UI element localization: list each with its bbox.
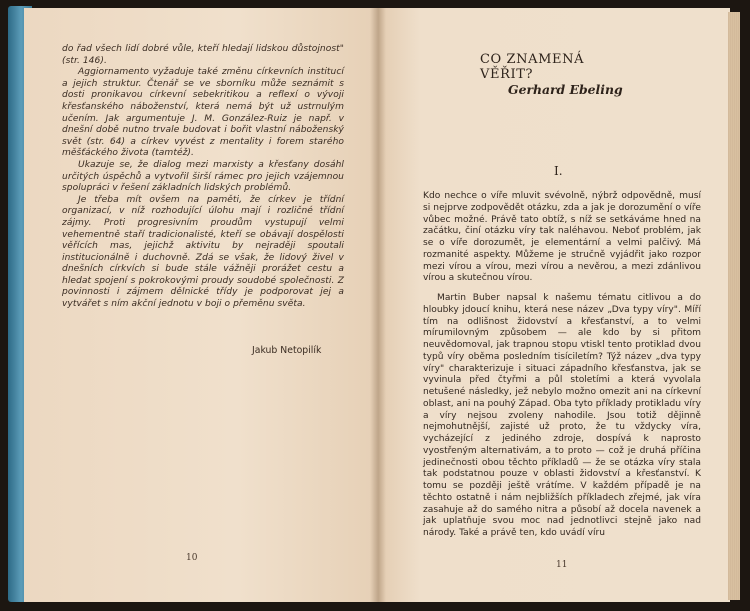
left-paragraph: do řad všech lidí dobré vůle, kteří hledají lidskou důstojnost" (str. 146). bbox=[62, 44, 344, 66]
author-signature: Jakub Netopilík bbox=[252, 345, 322, 356]
book-gutter bbox=[370, 8, 386, 602]
page-edges bbox=[728, 12, 740, 600]
page-number-left: 10 bbox=[186, 553, 198, 563]
chapter-author: Gerhard Ebeling bbox=[508, 82, 623, 97]
left-page-text bbox=[62, 44, 344, 311]
left-paragraph: Ukazuje se, že dialog mezi marxisty a křesťany dosáhl určitých úspěchů a vytvořil širší rámec pro jejich vzájemnou spolupráci v řešení základních lidských problémů. bbox=[62, 159, 344, 194]
right-paragraph: Kdo nechce o víře mluvit svévolně, nýbrž odpovědně, musí si nejprve zodpovědět otázku, zda a jak je dorozumění o víře vůbec možné. Právě tato obtíž, s níž se setkáváme hned na začátku, činí otázku víry tak naléhavou. Neboť problém, jak se o víře dorozumět, je elementární a velmi palčivý. Má rozmanité aspekty. Můžeme je stručně vyjádřit jako rozpor mezi vírou a vírou, mezi vírou a nevěrou, a mezi zdánlivou vírou a skutečnou vírou. bbox=[423, 191, 701, 284]
right-paragraph: Martin Buber napsal k našemu tématu citlivou a do hloubky jdoucí knihu, která nese název „Dva typy víry". Míří tím na odlišnost židovství a křesťanství, a to velmi mírumilovným způsobem — ale kdo by si přitom neuvědomoval, jak trapnou stopu vtiskl tento protiklad dvou typů víry oběma posledním tisíciletím? Týž název „dva typy víry" charakterizuje i situaci západního křesťanstva, jak se vyvinula před čtyřmi a půl stoletími a která vyvolala netušené následky, jež nebylo možno omezit ani na církevní oblast, ani na pouhý Západ. Oba tyto příklady protikladu víry a víry nejsou zvoleny nahodile. Jsou totiž dějinně nejmohutnější, zajisté už proto, že tu vždycky víra, vycházející z jediného zdroje, dospívá k naprosto vyostřeným alternativám, a to proto — což je druhá příčina jedinečnosti obou těchto příkladů — že se otázka víry stala tak podstatnou pouze v oblasti židovství a křesťanství. K tomu se později ještě vrátíme. V každém případě je na těchto ostatně i nám nejbližších příkladech zřejmé, jak víra zasahuje až do samého nitra a působí až docela navenek a jak uplatňuje svou moc nad jednotlivci stejně jako nad národy. Také a právě ten, kdo uvádí víru bbox=[423, 293, 701, 538]
section-number: I. bbox=[554, 164, 563, 178]
chapter-title: CO ZNAMENÁ VĚŘIT? bbox=[480, 52, 585, 82]
page-number-right: 11 bbox=[556, 560, 568, 570]
left-paragraph: Aggiornamento vyžaduje také změnu církevních institucí a jejich struktur. Čtenář se ve sborníku může seznámit s dosti pronikavou církevní sebekritikou a reflexí o vývoji křesťanského náboženství, která nemá být už ustrnulým učením. Jak argumentuje J. M. González-Ruiz je např. v dnešní době nutno trvale budovat i bořit vlastní náboženský svět (str. 64) a církev vyvést z mentality i forem starého měšťáckého života (tamtéž). bbox=[62, 67, 344, 159]
right-page-text bbox=[423, 191, 701, 548]
left-paragraph: Je třeba mít ovšem na paměti, že církev je třídní organizací, v níž rozhodující úlohu mají i rozličné třídní zájmy. Proti progresivním proudům vystupují velmi vehementně staří tradicionalisté, kteří se obávají dospělosti věřících mas, jejichž aktivitu by nejraději spoutali institucionálně i duchovně. Zdá se však, že lidový živel v dnešních církvích si bude stále vážněji prorážet cestu a hledat spojení s pokrokovými proudy soudobé společnosti. Z povinnosti i zájmem dělnické třídy je podporovat jej a vytvářet s ním akční jednotu v boji o přeměnu světa. bbox=[62, 194, 344, 310]
